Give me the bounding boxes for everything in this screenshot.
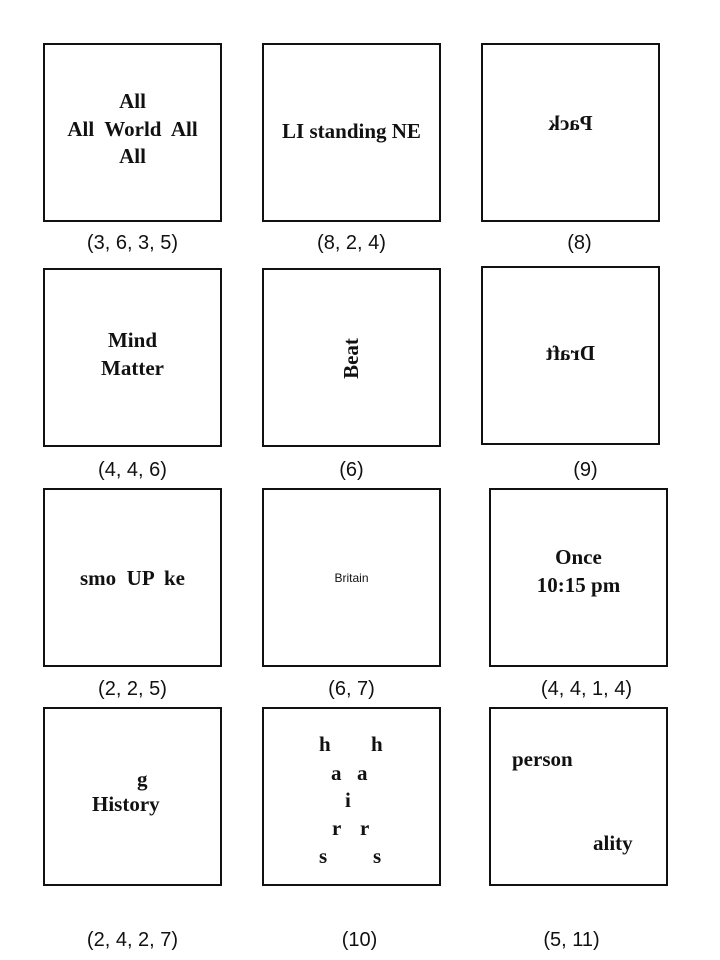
puzzle-text: Mind — [107, 328, 157, 352]
puzzle-box-7 — [43, 488, 222, 667]
puzzle-text: All World All — [67, 117, 198, 141]
puzzle-text: Matter — [101, 356, 164, 380]
puzzle-text: Draft — [546, 341, 595, 365]
puzzle-text: a — [331, 761, 342, 785]
puzzle-text: a — [357, 761, 368, 785]
puzzle-caption: (2, 4, 2, 7) — [86, 929, 179, 951]
puzzle-box-9 — [489, 488, 668, 667]
puzzle-caption: (6, 7) — [328, 678, 375, 700]
puzzle-text: All — [119, 89, 146, 113]
puzzle-text: s — [319, 844, 328, 868]
puzzle-box-10 — [43, 707, 222, 886]
puzzle-box-4 — [43, 268, 222, 447]
puzzle-box-11 — [262, 707, 441, 886]
puzzle-box-12 — [489, 707, 668, 886]
puzzle-caption: (5, 11) — [543, 929, 600, 951]
puzzle-text: person — [512, 747, 573, 771]
puzzle-text: s — [373, 844, 382, 868]
puzzle-text: h — [371, 732, 383, 756]
puzzle-caption: (4, 4, 1, 4) — [540, 678, 633, 700]
puzzle-text: r — [332, 816, 342, 840]
puzzle-caption: (3, 6, 3, 5) — [86, 232, 179, 254]
puzzle-caption: (8, 2, 4) — [317, 232, 386, 254]
puzzle-caption: (8) — [567, 232, 592, 254]
puzzle-text: g — [137, 767, 148, 791]
puzzle-box-3 — [481, 43, 660, 222]
puzzle-text: h — [319, 732, 331, 756]
puzzle-text: r — [360, 816, 370, 840]
puzzle-text: Beat — [339, 338, 363, 379]
puzzle-box-6 — [481, 266, 660, 445]
puzzle-text: Britain — [334, 571, 369, 585]
puzzle-text: History — [92, 792, 160, 816]
puzzle-text: All — [119, 144, 146, 168]
puzzle-text: Once — [555, 545, 602, 569]
puzzle-text: Pack — [548, 111, 593, 135]
puzzle-caption: (2, 2, 5) — [98, 678, 167, 700]
puzzle-box-2 — [262, 43, 441, 222]
puzzle-caption: (9) — [573, 459, 598, 481]
puzzle-caption: (4, 4, 6) — [98, 459, 167, 481]
puzzle-caption: (6) — [339, 459, 364, 481]
puzzle-caption: (10) — [341, 929, 378, 951]
puzzle-text: i — [345, 788, 351, 812]
puzzle-box-8 — [262, 488, 441, 667]
puzzle-box-1 — [43, 43, 222, 222]
puzzle-text: smo UP ke — [80, 566, 185, 590]
puzzle-text: 10:15 pm — [536, 573, 621, 597]
puzzle-text: LI standing NE — [282, 119, 421, 143]
puzzle-box-5 — [262, 268, 441, 447]
puzzle-text: ality — [593, 831, 633, 855]
